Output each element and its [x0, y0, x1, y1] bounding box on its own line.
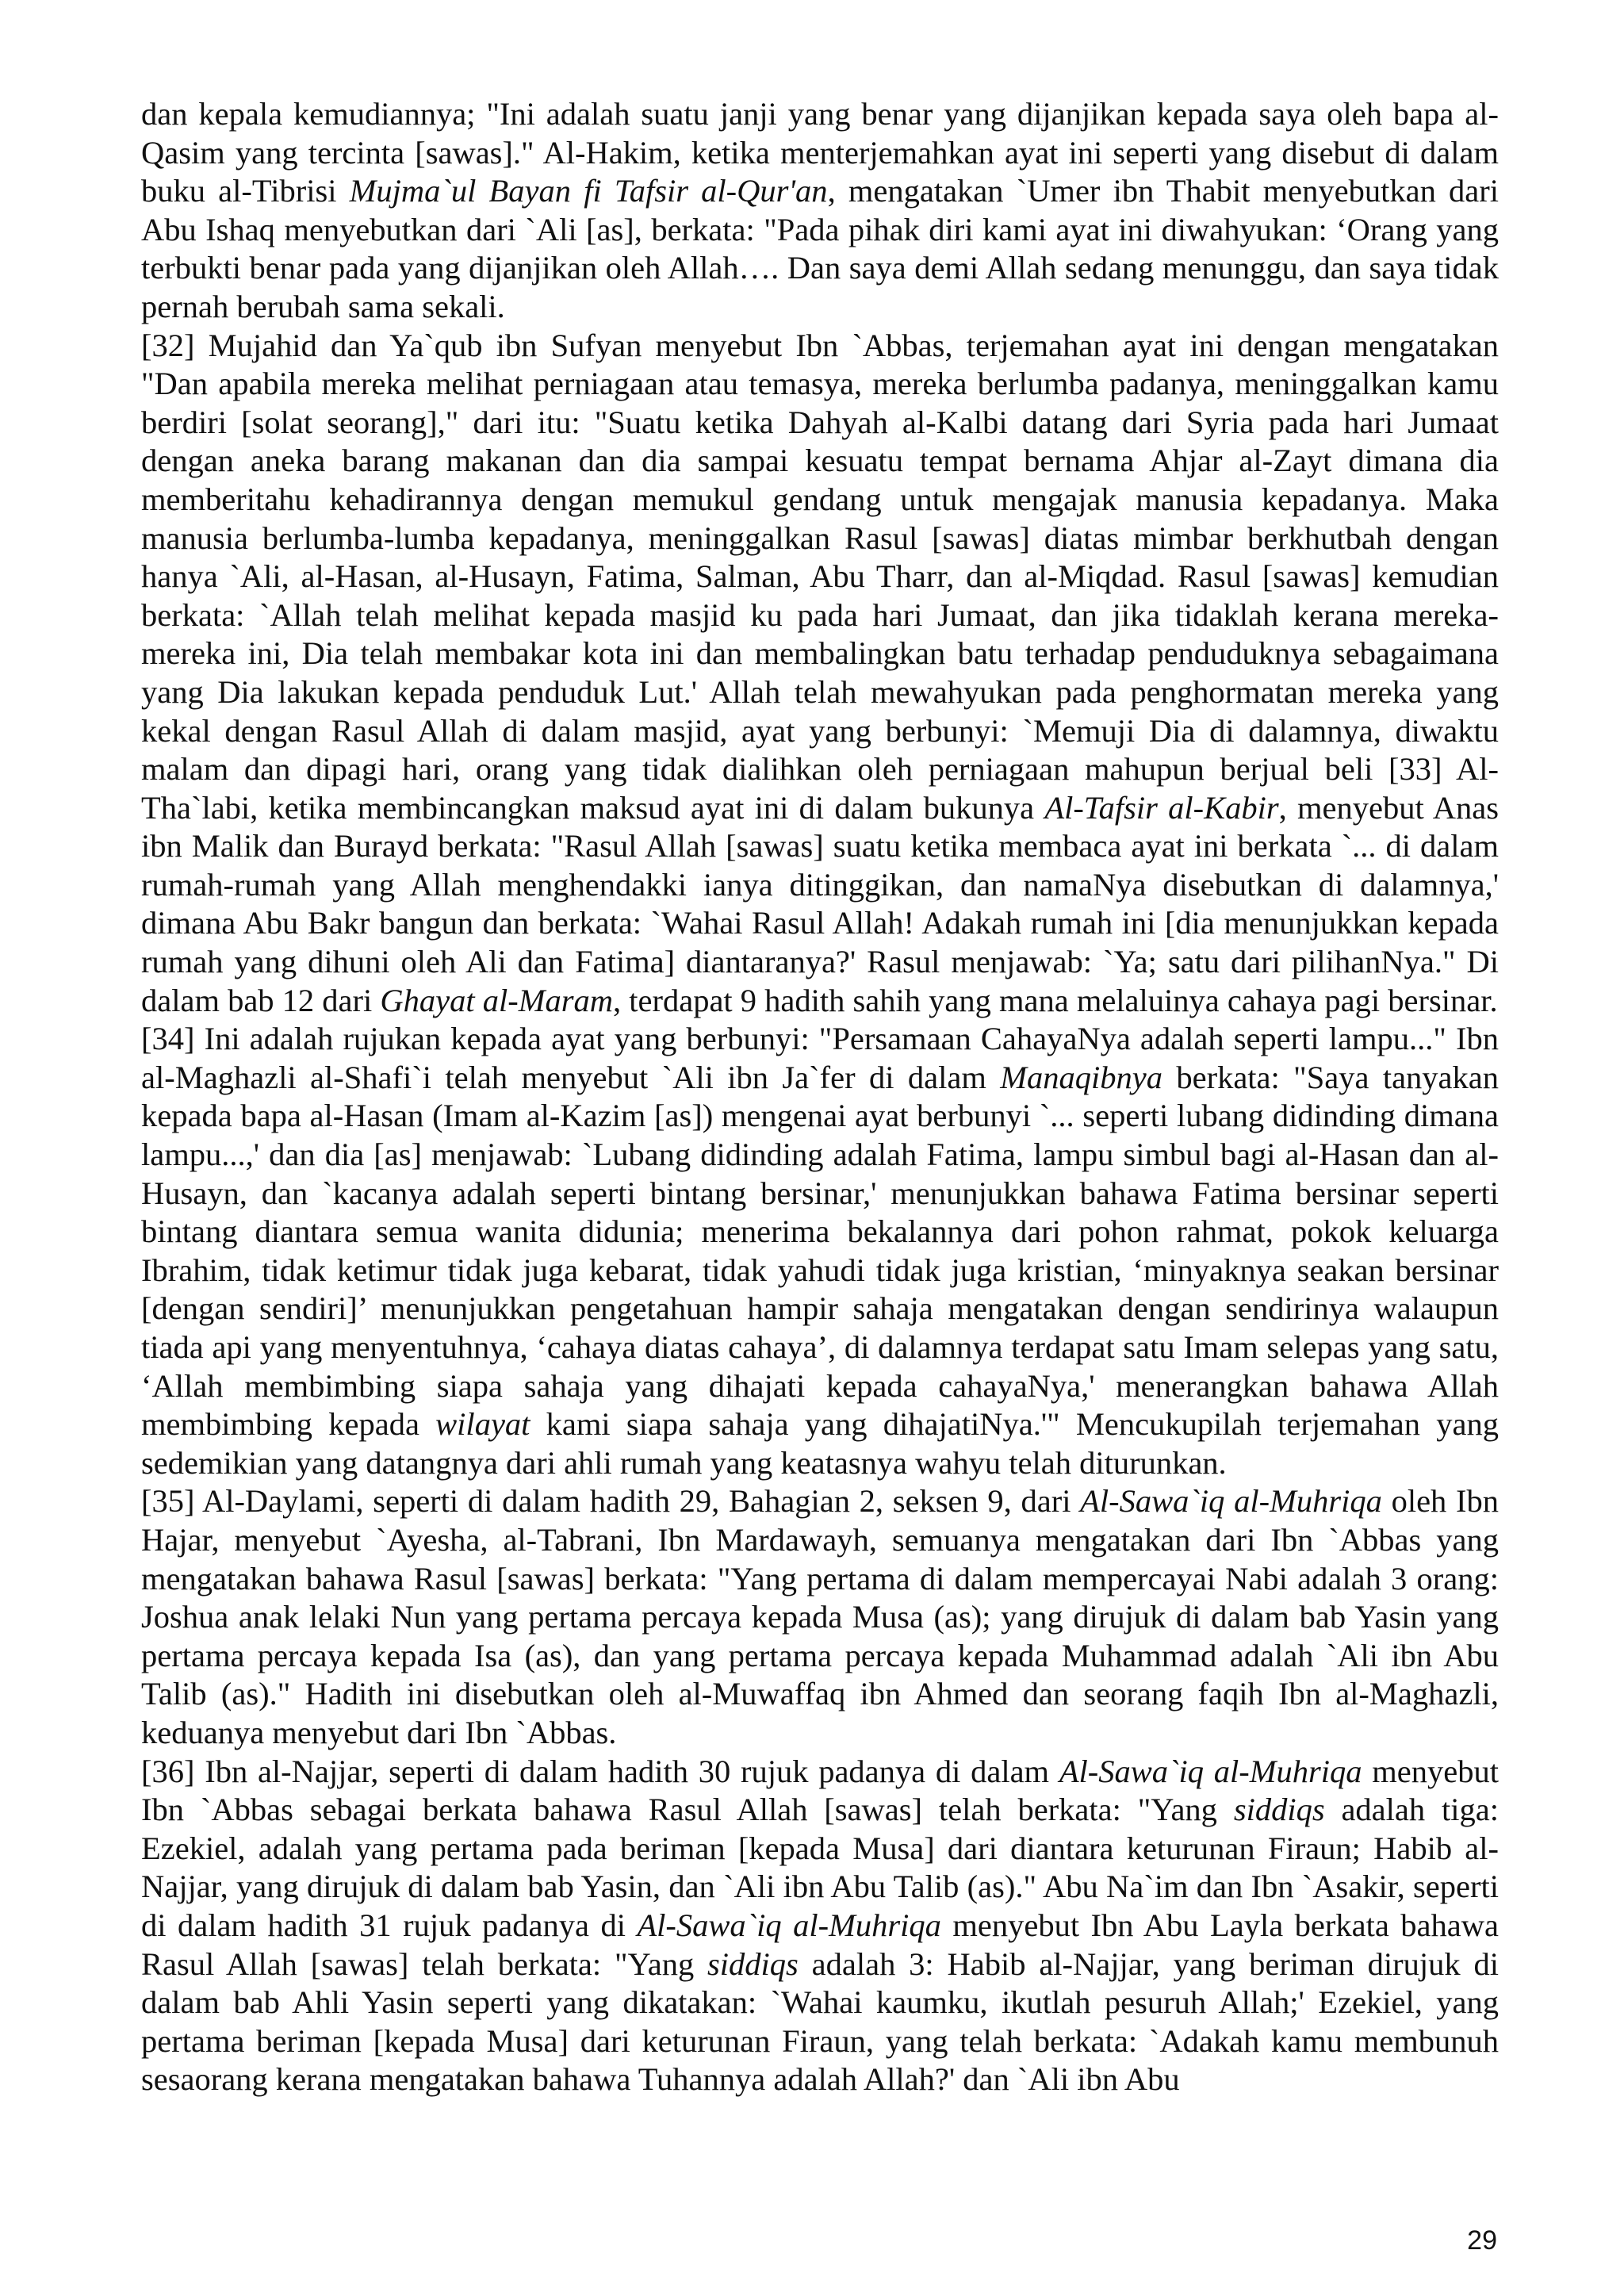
body-text: menyebut Ibn Abu Layla berkata bahawa Rasul Allah [sawas] telah berkata: "Yang	[141, 1907, 1499, 1982]
body-text: [32] Mujahid dan Ya`qub ibn Sufyan menyebut Ibn `Abbas, terjemahan ayat ini dengan mengatakan "Dan apabila mereka melihat perniagaan atau temasya, mereka berlumba padanya, meninggalkan kamu berdiri [solat seorang]," dari itu: "Suatu ketika Dahyah al-Kalbi datang dari Syria pada hari Jumaat dengan aneka barang makanan dan dia sampai kesuatu tempat bernama Ahjar al-Zayt dimana dia memberitahu kehadirannya dengan memukul gendang untuk mengajak manusia kepadanya. Maka manusia berlumba-lumba kepadanya, meninggalkan Rasul [sawas] diatas mimbar berkhutbah dengan hanya `Ali, al-Hasan, al-Husayn, Fatima, Salman, Abu Tharr, dan al-Miqdad. Rasul [sawas] kemudian berkata: `Allah telah melihat kepada masjid ku pada hari Jumaat, dan jika tidaklah kerana mereka-mereka ini, Dia telah membakar kota ini dan membalingkan batu terhadap penduduknya sebagaimana yang Dia lakukan kepada penduduk Lut.' Allah telah mewahyukan pada penghormatan mereka yang kekal dengan Rasul Allah di dalam masjid, ayat yang berbunyi: `Memuji Dia di dalamnya, diwaktu malam dan dipagi hari, orang yang tidak dialihkan oleh perniagaan mahupun berjual beli [33] Al-Tha`labi, ketika membincangkan maksud ayat ini di dalam bukunya	[141, 327, 1499, 826]
italic-title-text: wilayat	[435, 1406, 530, 1443]
italic-title-text: Ghayat al-Maram	[380, 982, 613, 1018]
italic-title-text: Manaqibnya	[1000, 1059, 1162, 1095]
paragraph-note-32	[141, 327, 1499, 1021]
italic-title-text: siddiqs	[707, 1945, 799, 1982]
body-text: [35] Al-Daylami, seperti di dalam hadith 29, Bahagian 2, seksen 9, dari	[141, 1483, 1081, 1520]
italic-title-text: Al-Sawa`iq al-Muhriqa	[1059, 1753, 1362, 1789]
body-text: menyebut Ibn `Abbas sebagai berkata bahawa Rasul Allah [sawas] telah berkata: "Yang	[141, 1753, 1499, 1828]
italic-title-text: Al-Tafsir al-Kabir	[1044, 789, 1279, 826]
paragraph-note-36	[141, 1753, 1499, 2099]
body-text: [34] Ini adalah rujukan kepada ayat yang berbunyi: "Persamaan CahayaNya adalah seperti lampu..." Ibn al-Maghazli al-Shafi`i telah menyebut `Ali ibn Ja`fer di dalam	[141, 1021, 1499, 1095]
paragraph-note-34	[141, 1020, 1499, 1482]
body-text: oleh Ibn Hajar, menyebut `Ayesha, al-Tabrani, Ibn Mardawayh, semuanya mengatakan dari Ibn `Abbas yang mengatakan bahawa Rasul [sawas] berkata: "Yang pertama di dalam mempercayai Nabi adalah 3 orang: Joshua anak lelaki Nun yang pertama percaya kepada Musa (as); yang dirujuk di dalam bab Yasin yang pertama percaya kepada Isa (as), dan yang pertama percaya kepada Muhammad adalah `Ali ibn Abu Talib (as)." Hadith ini disebutkan oleh al-Muwaffaq ibn Ahmed dan seorang faqih Ibn al-Maghazli, keduanya menyebut dari Ibn `Abbas.	[141, 1483, 1499, 1750]
italic-title-text: Mujma`ul Bayan fi Tafsir al-Qur'an	[349, 173, 828, 209]
italic-title-text: siddiqs	[1233, 1792, 1325, 1828]
document-body	[141, 95, 1499, 2099]
italic-title-text: Al-Sawa`iq al-Muhriqa	[637, 1907, 941, 1943]
paragraph-continuation	[141, 95, 1499, 327]
page-number: 29	[1467, 2225, 1497, 2256]
paragraph-note-35	[141, 1482, 1499, 1752]
body-text: adalah tiga: Ezekiel, adalah yang pertama pada beriman [kepada Musa] dari diantara keturunan Firaun; Habib al-Najjar, yang dirujuk di dalam bab Yasin, dan `Ali ibn Abu Talib (as)." Abu Na`im dan Ibn `Asakir, seperti di dalam hadith 31 rujuk padanya di	[141, 1792, 1499, 1943]
body-text: kami siapa sahaja yang dihajatiNya.'" Mencukupilah terjemahan yang sedemikian yang datangnya dari ahli rumah yang keatasnya wahyu telah diturunkan.	[141, 1406, 1499, 1481]
body-text: , menyebut Anas ibn Malik dan Burayd berkata: "Rasul Allah [sawas] suatu ketika membaca ayat ini berkata `... di dalam rumah-rumah yang Allah menghendakki ianya ditinggikan, dan namaNya disebutkan di dalamnya,' dimana Abu Bakr bangun dan berkata: `Wahai Rasul Allah! Adakah rumah ini [dia menunjukkan kepada rumah yang dihuni oleh Ali dan Fatima] diantaranya?' Rasul menjawab: `Ya; satu dari pilihanNya." Di dalam bab 12 dari	[141, 789, 1499, 1018]
body-text: adalah 3: Habib al-Najjar, yang beriman dirujuk di dalam bab Ahli Yasin seperti yang dikatakan: `Wahai kaumku, ikutlah pesuruh Allah;' Ezekiel, yang pertama beriman [kepada Musa] dari keturunan Firaun, yang telah berkata: `Adakah kamu membunuh sesaorang kerana mengatakan bahawa Tuhannya adalah Allah?' dan `Ali ibn Abu	[141, 1945, 1499, 2098]
body-text: [36] Ibn al-Najjar, seperti di dalam hadith 30 rujuk padanya di dalam	[141, 1753, 1059, 1789]
body-text: dan kepala kemudiannya; "Ini adalah suatu janji yang benar yang dijanjikan kepada saya oleh bapa al-Qasim yang tercinta [sawas]." Al-Hakim, ketika menterjemahkan ayat ini seperti yang disebut di dalam buku al-Tibrisi	[141, 96, 1499, 209]
body-text: , terdapat 9 hadith sahih yang mana melaluinya cahaya pagi bersinar.	[613, 982, 1498, 1018]
body-text: berkata: "Saya tanyakan kepada bapa al-Hasan (Imam al-Kazim [as]) mengenai ayat berbunyi `... seperti lubang didinding dimana lampu...,' dan dia [as] menjawab: `Lubang didinding adalah Fatima, lampu simbul bagi al-Hasan dan al-Husayn, dan `kacanya adalah seperti bintang bersinar,' menunjukkan bahawa Fatima bersinar seperti bintang diantara semua wanita didunia; menerima bekalannya dari pohon rahmat, pokok keluarga Ibrahim, tidak ketimur tidak juga kebarat, tidak yahudi tidak juga kristian, ‘minyaknya seakan bersinar [dengan sendiri]’ menunjukkan pengetahuan hampir sahaja mengatakan dengan sendirinya walaupun tiada api yang menyentuhnya, ‘cahaya diatas cahaya’, di dalamnya terdapat satu Imam selepas yang satu, ‘Allah membimbing siapa sahaja yang dihajati kepada cahayaNya,' menerangkan bahawa Allah membimbing kepada	[141, 1059, 1500, 1443]
italic-title-text: Al-Sawa`iq al-Muhriqa	[1080, 1483, 1382, 1520]
body-text: , mengatakan `Umer ibn Thabit menyebutkan dari Abu Ishaq menyebutkan dari `Ali [as], berkata: "Pada pihak diri kami ayat ini diwahyukan: ‘Orang yang terbukti benar pada yang dijanjikan oleh Allah…. Dan saya demi Allah sedang menunggu, dan saya tidak pernah berubah sama sekali.	[141, 173, 1500, 324]
